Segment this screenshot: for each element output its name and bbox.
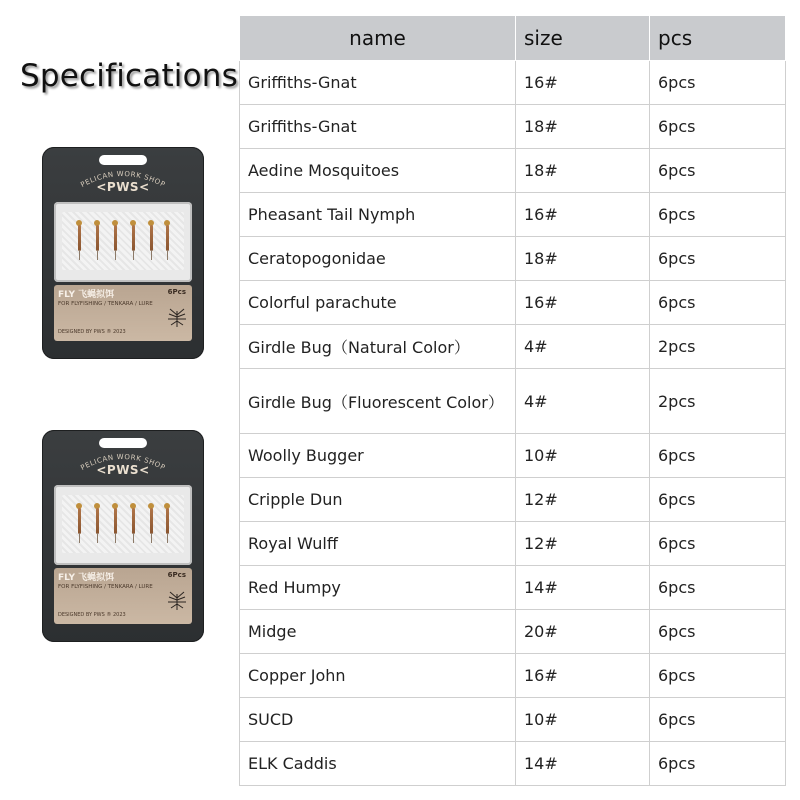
designed-by-label: DESIGNED BY PWS ® 2023 xyxy=(58,612,126,618)
cell-size: 12# xyxy=(516,522,650,566)
cell-pcs: 6pcs xyxy=(650,193,786,237)
table-row xyxy=(240,566,786,610)
cell-pcs: 6pcs xyxy=(650,698,786,742)
fly-lure xyxy=(94,220,100,260)
cell-size: 20# xyxy=(516,610,650,654)
svg-text:PELICAN WORK SHOP: PELICAN WORK SHOP xyxy=(79,452,167,473)
cell-name: Griffiths-Gnat xyxy=(240,105,516,149)
table-header-row xyxy=(240,16,786,61)
specifications-table xyxy=(239,15,786,786)
page-title: Specifications xyxy=(20,58,238,94)
fly-lure xyxy=(94,503,100,543)
cell-pcs: 6pcs xyxy=(650,654,786,698)
brand-logo: <PWS< xyxy=(96,463,150,477)
header-name: name xyxy=(240,16,516,61)
fly-label-text: FLY 飞蝇拟饵 xyxy=(58,290,115,300)
cell-name: Pheasant Tail Nymph xyxy=(240,193,516,237)
table-row xyxy=(240,434,786,478)
cell-size: 14# xyxy=(516,742,650,786)
cell-pcs: 6pcs xyxy=(650,566,786,610)
cell-size: 16# xyxy=(516,193,650,237)
cell-size: 10# xyxy=(516,434,650,478)
cell-pcs: 6pcs xyxy=(650,281,786,325)
cell-size: 14# xyxy=(516,566,650,610)
package-label xyxy=(54,568,192,624)
cell-name: Aedine Mosquitoes xyxy=(240,149,516,193)
cell-pcs: 6pcs xyxy=(650,522,786,566)
cell-name: Girdle Bug（Natural Color） xyxy=(240,325,516,369)
cell-name: Woolly Bugger xyxy=(240,434,516,478)
table-row xyxy=(240,281,786,325)
cell-size: 4# xyxy=(516,325,650,369)
table-row xyxy=(240,522,786,566)
feather-icon xyxy=(166,588,188,612)
cell-size: 18# xyxy=(516,237,650,281)
svg-text:PELICAN WORK SHOP: PELICAN WORK SHOP xyxy=(79,169,167,190)
cell-size: 16# xyxy=(516,61,650,105)
table-row xyxy=(240,149,786,193)
feather-icon xyxy=(166,305,188,329)
fly-lure xyxy=(148,220,154,260)
subtitle-label: FOR FLYFISHING / TENKARA / LURE xyxy=(58,301,153,307)
cell-pcs: 2pcs xyxy=(650,369,786,434)
table-row xyxy=(240,193,786,237)
flies-row xyxy=(76,503,170,543)
cell-size: 10# xyxy=(516,698,650,742)
flies-row xyxy=(76,220,170,260)
cell-size: 18# xyxy=(516,105,650,149)
table-row xyxy=(240,237,786,281)
count-label: 6Pcs xyxy=(167,571,186,579)
product-package-image xyxy=(42,147,204,359)
fly-lure xyxy=(148,503,154,543)
table-row xyxy=(240,478,786,522)
cell-name: Griffiths-Gnat xyxy=(240,61,516,105)
product-package-image xyxy=(42,430,204,642)
cell-pcs: 6pcs xyxy=(650,105,786,149)
subtitle-label: FOR FLYFISHING / TENKARA / LURE xyxy=(58,584,153,590)
cell-name: Red Humpy xyxy=(240,566,516,610)
header-size: size xyxy=(516,16,650,61)
cell-pcs: 6pcs xyxy=(650,434,786,478)
cell-name: Cripple Dun xyxy=(240,478,516,522)
cell-name: Royal Wulff xyxy=(240,522,516,566)
header-pcs: pcs xyxy=(650,16,786,61)
fly-label-text: FLY 飞蝇拟饵 xyxy=(58,573,115,583)
fly-lure xyxy=(112,220,118,260)
fly-lure xyxy=(164,503,170,543)
fly-lure xyxy=(164,220,170,260)
table-row xyxy=(240,61,786,105)
count-label: 6Pcs xyxy=(167,288,186,296)
cell-name: Copper John xyxy=(240,654,516,698)
fly-lure xyxy=(130,220,136,260)
cell-size: 4# xyxy=(516,369,650,434)
fly-lure xyxy=(76,220,82,260)
designed-by-label: DESIGNED BY PWS ® 2023 xyxy=(58,329,126,335)
cell-pcs: 2pcs xyxy=(650,325,786,369)
fly-lure xyxy=(130,503,136,543)
fly-lure xyxy=(76,503,82,543)
cell-name: Ceratopogonidae xyxy=(240,237,516,281)
table-row xyxy=(240,610,786,654)
fly-lure xyxy=(112,503,118,543)
fly-tray xyxy=(54,202,192,282)
table-row xyxy=(240,742,786,786)
cell-name: Girdle Bug（Fluorescent Color） xyxy=(240,369,516,434)
cell-size: 16# xyxy=(516,281,650,325)
cell-size: 18# xyxy=(516,149,650,193)
brand-logo: <PWS< xyxy=(96,180,150,194)
cell-name: SUCD xyxy=(240,698,516,742)
cell-pcs: 6pcs xyxy=(650,742,786,786)
table-row xyxy=(240,325,786,369)
table-row xyxy=(240,654,786,698)
cell-name: ELK Caddis xyxy=(240,742,516,786)
package-label xyxy=(54,285,192,341)
cell-size: 12# xyxy=(516,478,650,522)
table-row xyxy=(240,105,786,149)
table-row xyxy=(240,369,786,434)
table-row xyxy=(240,698,786,742)
fly-tray xyxy=(54,485,192,565)
cell-pcs: 6pcs xyxy=(650,478,786,522)
cell-pcs: 6pcs xyxy=(650,61,786,105)
cell-name: Midge xyxy=(240,610,516,654)
cell-size: 16# xyxy=(516,654,650,698)
cell-pcs: 6pcs xyxy=(650,149,786,193)
cell-pcs: 6pcs xyxy=(650,237,786,281)
cell-name: Colorful parachute xyxy=(240,281,516,325)
cell-pcs: 6pcs xyxy=(650,610,786,654)
